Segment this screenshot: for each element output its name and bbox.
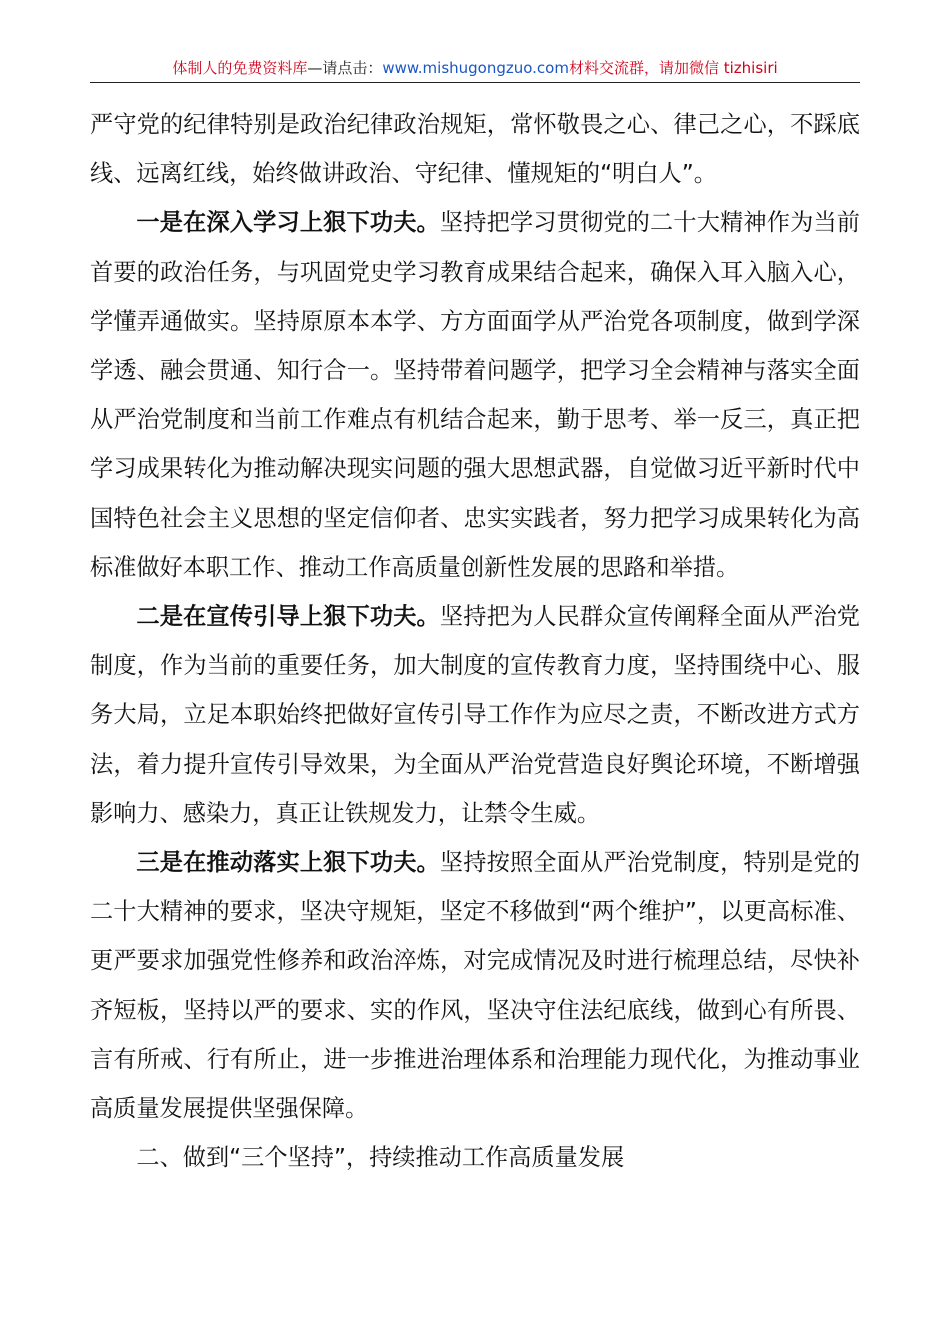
- header-url-link[interactable]: www.mishugongzuo.com: [382, 59, 569, 77]
- paragraph-text: 坚持把学习贯彻党的二十大精神作为当前首要的政治任务，与巩固党史学习教育成果结合起来，确保入耳入脑入心，学懂弄通做实。坚持原原本本学、方方面面学从严治党各项制度，做到学深学透、融会贯通、知行合一。坚持带着问题学，把学习全会精神与落实全面从严治党制度和当前工作难点有机结合起来，勤于思考、举一反三，真正把学习成果转化为推动解决现实问题的强大思想武器，自觉做习近平新时代中国特色社会主义思想的坚定信仰者、忠实实践者，努力把学习成果转化为高标准做好本职工作、推动工作高质量创新性发展的思路和举措。: [90, 209, 860, 581]
- header-prompt: —请点击：: [307, 59, 383, 77]
- page-header: [90, 56, 860, 83]
- paragraph-lead: 一是在深入学习上狠下功夫。: [136, 209, 440, 237]
- header-suffix: 材料交流群，请加微信 tizhisiri: [568, 59, 778, 77]
- paragraph-implementation: [90, 838, 860, 1133]
- paragraph-publicity: [90, 592, 860, 838]
- section-heading-text: 二、做到“三个坚持”，持续推动工作高质量发展: [136, 1144, 625, 1172]
- document-body: [90, 100, 860, 1182]
- paragraph-lead: 二是在宣传引导上狠下功夫。: [136, 603, 440, 631]
- header-site-name: 体制人的免费资料库: [172, 59, 308, 77]
- paragraph-text: 坚持把为人民群众宣传阐释全面从严治党制度，作为当前的重要任务，加大制度的宣传教育力度，坚持围绕中心、服务大局，立足本职始终把做好宣传引导工作作为应尽之责，不断改进方式方法，着力提升宣传引导效果，为全面从严治党营造良好舆论环境，不断增强影响力、感染力，真正让铁规发力，让禁令生威。: [90, 603, 860, 827]
- paragraph-text: 坚持按照全面从严治党制度，特别是党的二十大精神的要求，坚决守规矩，坚定不移做到“两个维护”，以更高标准、更严要求加强党性修养和政治淬炼，对完成情况及时进行梳理总结，尽快补齐短板，坚持以严的要求、实的作风，坚决守住法纪底线，做到心有所畏、言有所戒、行有所止，进一步推进治理体系和治理能力现代化，为推动事业高质量发展提供坚强保障。: [90, 849, 860, 1123]
- paragraph-lead: 三是在推动落实上狠下功夫。: [136, 849, 440, 877]
- paragraph-deep-study: [90, 198, 860, 592]
- paragraph-text: 严守党的纪律特别是政治纪律政治规矩，常怀敬畏之心、律己之心，不踩底线、远离红线，始终做讲政治、守纪律、懂规矩的“明白人”。: [90, 111, 860, 188]
- paragraph-continuation: [90, 100, 860, 198]
- section-heading: [90, 1133, 860, 1182]
